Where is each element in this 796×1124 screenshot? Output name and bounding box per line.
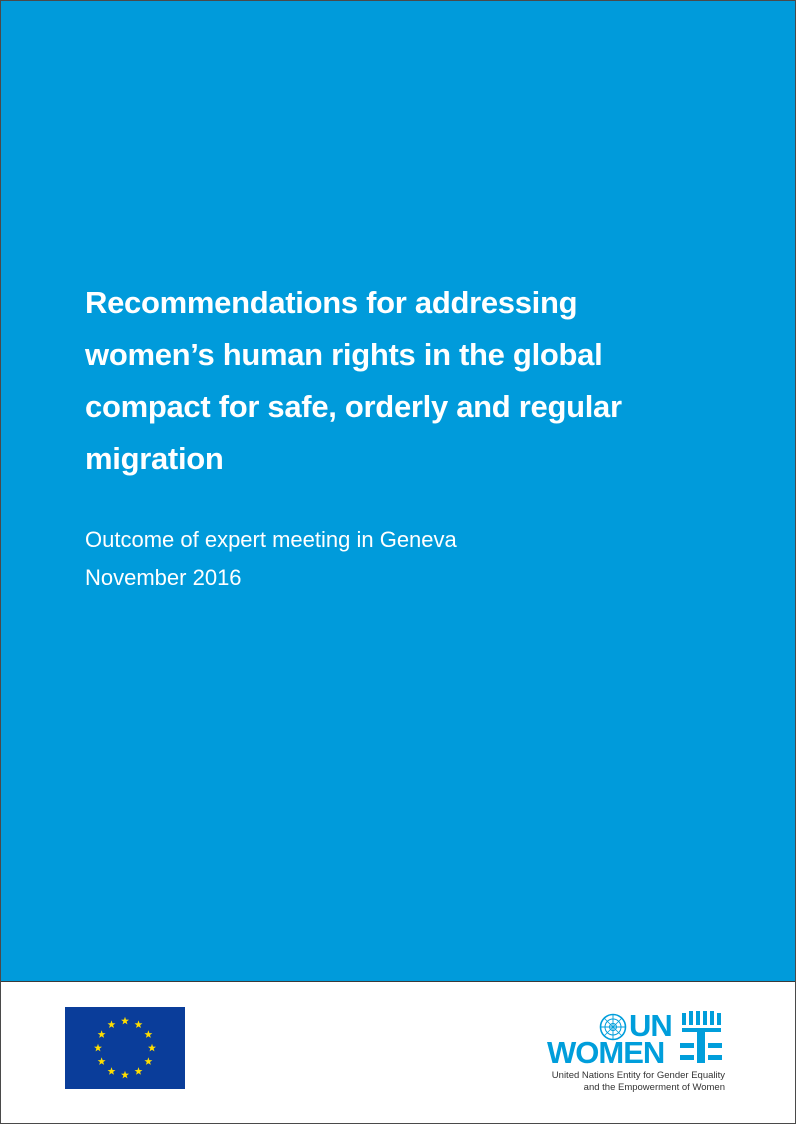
title-line: migration xyxy=(85,441,224,476)
women-wordmark: WOMEN xyxy=(547,1035,665,1070)
cover-blue-panel xyxy=(1,1,795,982)
un-women-logo xyxy=(547,1010,725,1096)
title-line: Recommendations for addressing xyxy=(85,285,578,320)
title-line: women’s human rights in the global xyxy=(85,337,603,372)
un-wordmark: UN xyxy=(629,1008,672,1043)
title-line: compact for safe, orderly and regular xyxy=(85,389,622,424)
tagline-line: and the Empowerment of Women xyxy=(583,1082,725,1093)
tagline-line: United Nations Entity for Gender Equality xyxy=(551,1070,725,1081)
subtitle-line: November 2016 xyxy=(85,565,242,590)
subtitle-line: Outcome of expert meeting in Geneva xyxy=(85,527,457,552)
un-women-symbol-icon xyxy=(680,1011,722,1063)
report-title xyxy=(85,277,725,485)
un-women-tagline xyxy=(525,1070,725,1094)
eu-flag-icon xyxy=(65,1007,185,1089)
report-subtitle xyxy=(85,521,685,597)
